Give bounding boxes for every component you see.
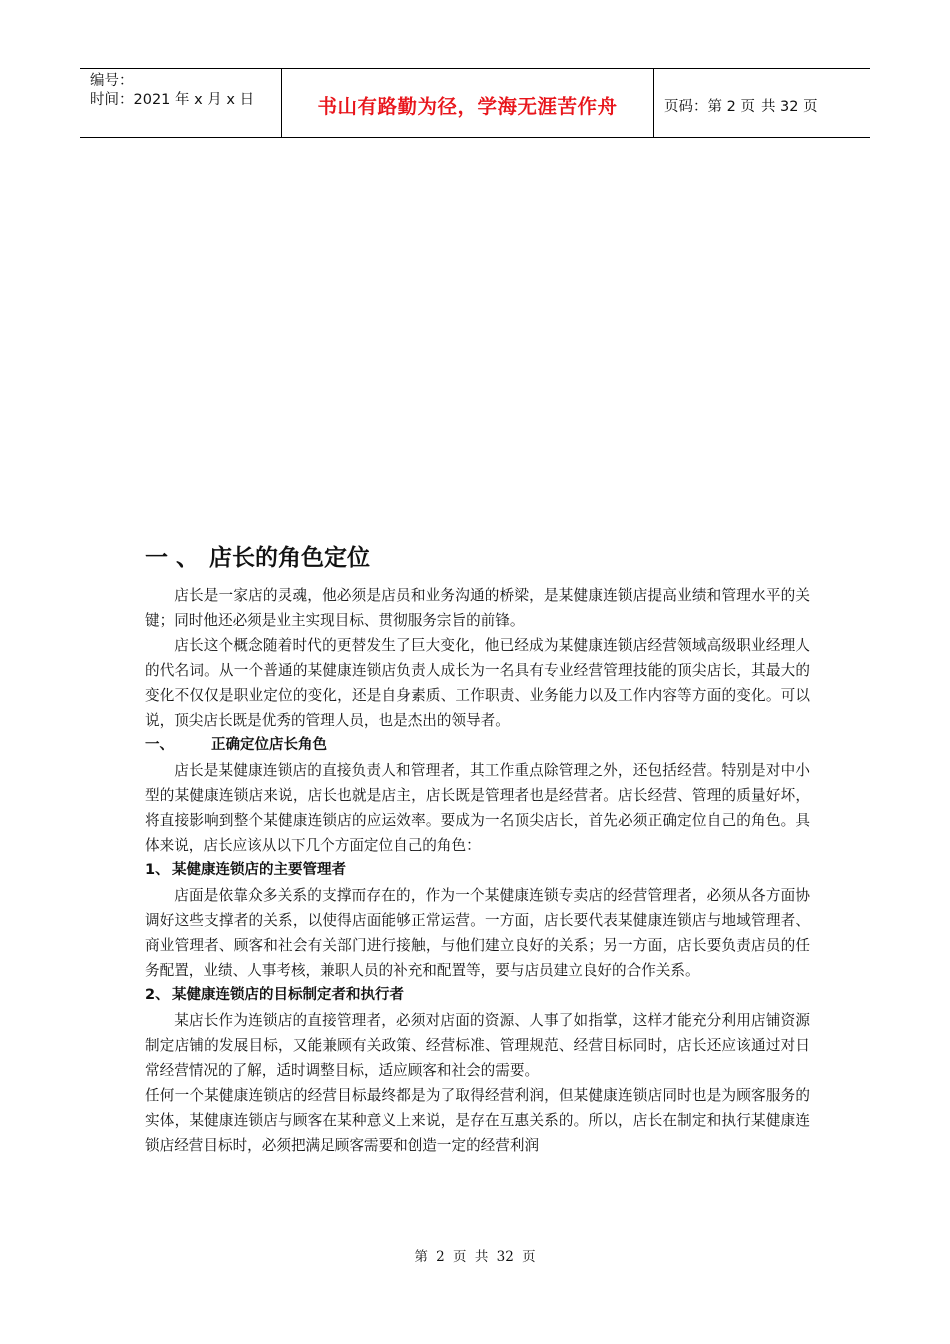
page-header (80, 68, 870, 138)
document-body (145, 538, 810, 1158)
header-motto-cell (281, 69, 654, 137)
section-heading (145, 538, 810, 578)
paragraph: 任何一个某健康连锁店的经营目标最终都是为了取得经营利润，但某健康连锁店同时也是为顾客服务的实体，某健康连锁店与顾客在某种意义上来说，是存在互惠关系的。所以，店长在制定和执行某健康连锁店经营目标时，必须把满足顾客需要和创造一定的经营利润 (145, 1087, 810, 1154)
header-page-number (654, 69, 870, 137)
item-number: 2、 (145, 987, 170, 1003)
paragraph: 店面是依靠众多关系的支撑而存在的，作为一个某健康连锁专卖店的经营管理者，必须从各方面协调好这些支撑者的关系，以使得店面能够正常运营。一方面，店长要代表某健康连锁店与地域管理者、商业管理者、顾客和社会有关部门进行接触，与他们建立良好的关系；另一方面，店长要负责店员的任务配置，业绩、人事考核，兼职人员的补充和配置等，要与店员建立良好的合作关系。 (145, 887, 810, 979)
section-number: 一 、 (145, 545, 200, 571)
time-label: 时间：2021 年 x 月 x 日 (90, 92, 255, 108)
subsection-number: 一、 (145, 737, 174, 753)
header-motto: 书山有路勤为径，学海无涯苦作舟 (317, 95, 618, 118)
page-number-current: 页码：第 2 页 (664, 98, 755, 115)
item-title: 某健康连锁店的主要管理者 (172, 862, 346, 878)
subsection-title: 正确定位店长角色 (211, 737, 327, 753)
paragraph: 店长这个概念随着时代的更替发生了巨大变化，他已经成为某健康连锁店经营领域高级职业经理人的代名词。从一个普通的某健康连锁店负责人成长为一名具有专业经营管理技能的顶尖店长，其最大的变化不仅仅是职业定位的变化，还是自身素质、工作职责、业务能力以及工作内容等方面的变化。可以说，顶尖店长既是优秀的管理人员，也是杰出的领导者。 (145, 637, 810, 729)
paragraph: 店长是某健康连锁店的直接负责人和管理者，其工作重点除管理之外，还包括经营。特别是对中小型的某健康连锁店来说，店长也就是店主，店长既是管理者也是经营者。店长经营、管理的质量好坏，将直接影响到整个某健康连锁店的应运效率。要成为一名顶尖店长，首先必须正确定位自己的角色。具体来说，店长应该从以下几个方面定位自己的角色： (145, 762, 810, 854)
page-number-total: 共 32 页 (760, 98, 818, 115)
header-meta (80, 69, 281, 137)
item-title: 某健康连锁店的目标制定者和执行者 (172, 987, 404, 1003)
page-footer: 第 2 页 共 32 页 (414, 1249, 536, 1265)
item-heading (145, 983, 810, 1008)
item-number: 1、 (145, 862, 170, 878)
subsection-heading (145, 733, 810, 758)
paragraph: 店长是一家店的灵魂，他必须是店员和业务沟通的桥梁，是某健康连锁店提高业绩和管理水平的关键；同时他还必须是业主实现目标、贯彻服务宗旨的前锋。 (145, 587, 810, 629)
paragraph: 某店长作为连锁店的直接管理者，必须对店面的资源、人事了如指掌，这样才能充分利用店铺资源制定店铺的发展目标，又能兼顾有关政策、经营标准、管理规范、经营目标同时，店长还应该通过对日常经营情况的了解，适时调整目标，适应顾客和社会的需要。 (145, 1012, 810, 1079)
section-title: 店长的角色定位 (209, 545, 371, 571)
number-label: 编号： (90, 73, 134, 89)
item-heading (145, 858, 810, 883)
